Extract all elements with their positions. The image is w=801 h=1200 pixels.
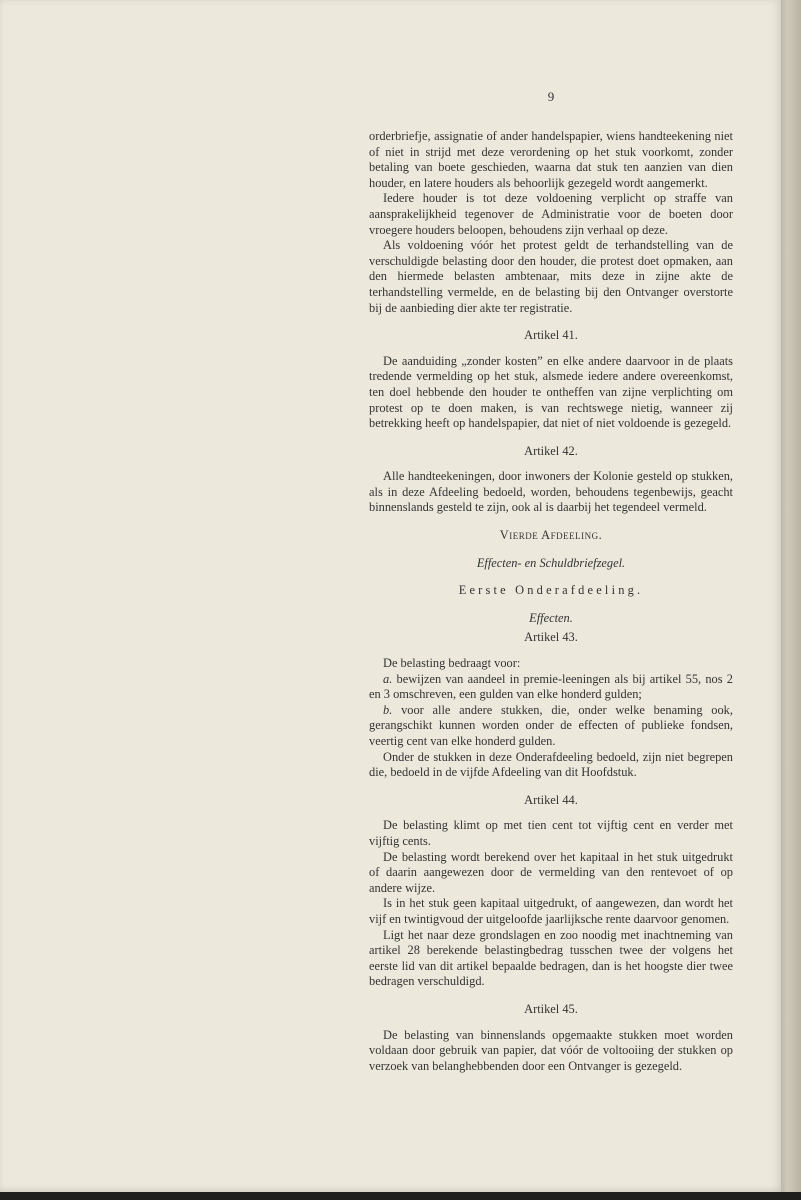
page-edge-bottom (0, 1192, 801, 1200)
article-44-heading: Artikel 44. (524, 792, 578, 807)
article-42-text: Alle handteekeningen, door inwoners der Kolonie gesteld op stukken, als in deze Afdeeling bedoeld, worden, behoudens tegenbewijs, geacht binnenslands gesteld te zijn, ook al is daarbij het tegendeel vermeld. (369, 469, 733, 515)
article-43-item-a (369, 672, 733, 703)
article-45-text: De belasting van binnenslands opgemaakte stukken moet worden voldaan door gebruik van papier, dat vóór de voltooiing der stukken op verzoek van belanghebbenden door een Ontvanger is gezegeld. (369, 1027, 733, 1073)
page-edge-right (781, 0, 801, 1200)
article-44-paragraph: De belasting klimt op met tien cent tot vijftig cent en verder met vijftig cents. (369, 818, 733, 848)
article-42-heading: Artikel 42. (524, 443, 578, 458)
article-41-text: De aanduiding „zonder kosten” en elke andere daarvoor in de plaats tredende vermelding op het stuk, alsmede iedere andere overeenkomst, ten doel hebbende den houder te ontheffen van zijne verplichting om protest op te doen maken, is van rechtswege nietig, wanneer zij betrekking heeft op handelspapier, dat niet of niet voldoende is gezegeld. (369, 353, 733, 431)
article-43-closing: Onder de stukken in deze Onderafdeeling bedoeld, zijn niet begrepen die, bedoeld in de vijfde Afdeeling van dit Hoofdstuk. (369, 749, 733, 780)
item-text: voor alle andere stukken, die, onder welke benaming ook, gerangschikt kunnen worden onder de effecten of publieke fondsen, veertig cent van elke honderd gulden. (369, 702, 733, 748)
article-44-paragraph: Ligt het naar deze grondslagen en zoo noodig met inachtneming van artikel 28 berekende belastingbedrag tusschen twee der volgens het eerste lid van dit artikel bepaalde bedragen, dan is het hoogste dier twee bedragen verschuldigd. (369, 927, 733, 989)
document-body (369, 129, 733, 1074)
section-title: Effecten- en Schuldbriefzegel. (476, 555, 626, 570)
article-41-heading: Artikel 41. (524, 328, 578, 343)
article-45-heading: Artikel 45. (524, 1001, 578, 1016)
item-label: a. (383, 671, 393, 686)
article-44-paragraph: De belasting wordt berekend over het kapitaal in het stuk uitgedrukt of daarin aangewezen door de vermelding van den rentevoet of op andere wijze. (369, 849, 733, 895)
article-44-paragraph: Is in het stuk geen kapitaal uitgedrukt, of aangewezen, dan wordt het vijf en twintigvoud der uitgeloofde jaarlijksche rente daarvoor genomen. (369, 896, 733, 926)
item-text: bewijzen van aandeel in premie-leeningen als bij artikel 55, nos 2 en 3 omschreven, een gulden van elke honderd gulden; (369, 671, 733, 702)
subsection-heading: Eerste Onderafdeeling. (458, 583, 644, 598)
section-heading: Vierde Afdeeling. (499, 528, 603, 543)
article-43-intro: De belasting bedraagt voor: (383, 656, 521, 671)
paragraph: Iedere houder is tot deze voldoening verplicht op straffe van aansprakelijkheid tegenover de Administratie voor de boeten door vroegere houders beloopen, behoudens zijn verhaal op deze. (369, 191, 733, 237)
page-number: 9 (547, 89, 555, 104)
subsection-title: Effecten. (529, 610, 573, 625)
paragraph: Als voldoening vóór het protest geldt de terhandstelling van de verschuldigde belasting door den houder, die protest doet opmaken, aan den hiermede belasten ambtenaar, mits deze in zijne akte de terhandstelling vermelde, en de belasting bij den Ontvanger overstorte bij de aanbieding dier akte ter registratie. (369, 238, 733, 315)
paragraph-continuation: orderbriefje, assignatie of ander handelspapier, wiens handteekening niet of niet in strijd met deze verordening op het stuk voorkomt, zonder betaling van boete geschieden, waarna dat stuk ten aanzien van dien houder, en latere houders als behoorlijk gezegeld wordt aangemerkt. (369, 129, 733, 190)
article-43-item-b (369, 703, 733, 750)
item-label: b. (383, 702, 393, 717)
article-43-heading: Artikel 43. (524, 630, 578, 645)
